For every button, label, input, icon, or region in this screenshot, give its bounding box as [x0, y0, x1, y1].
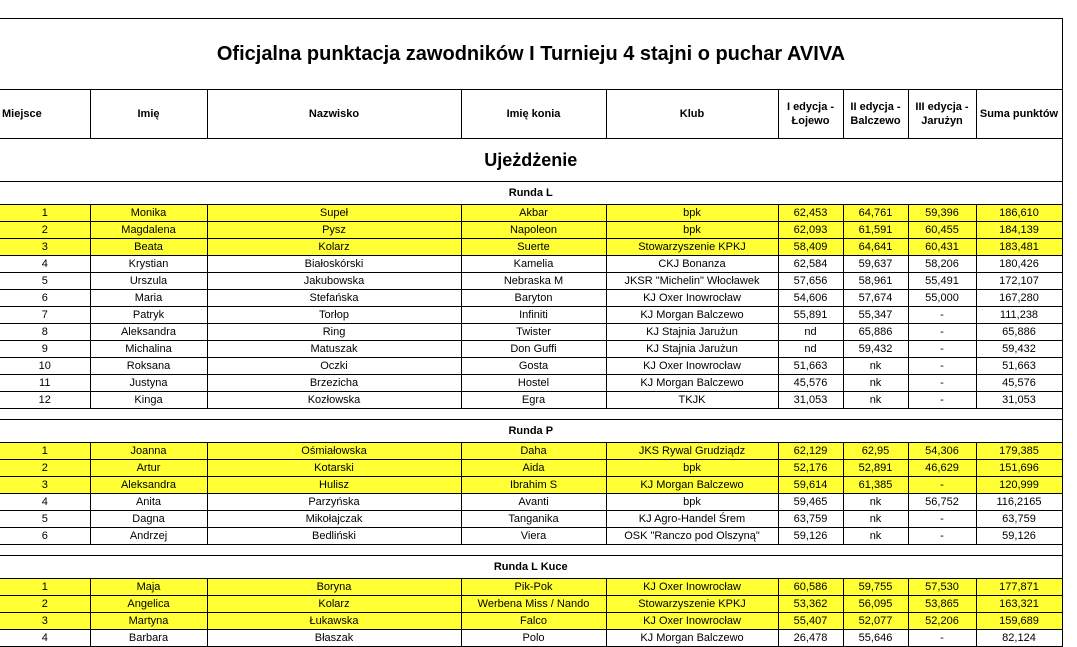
edition-1-cell: 55,407: [778, 613, 843, 630]
section-row: [0, 139, 1062, 182]
horse-cell: Egra: [461, 392, 606, 409]
round-header-row: [0, 182, 1062, 205]
last-name-cell: Ring: [207, 324, 461, 341]
round-title: Runda L: [0, 182, 1062, 205]
edition-2-cell: 55,646: [843, 630, 908, 647]
table-row: [0, 392, 1062, 409]
edition-1-cell: 51,663: [778, 358, 843, 375]
edition-3-cell: 54,306: [908, 443, 976, 460]
edition-1-cell: nd: [778, 324, 843, 341]
club-cell: Stowarzyszenie KPKJ: [606, 596, 778, 613]
horse-cell: Twister: [461, 324, 606, 341]
first-name-cell: Michalina: [90, 341, 207, 358]
last-name-cell: Parzyńska: [207, 494, 461, 511]
table-row: [0, 630, 1062, 647]
table-row: [0, 273, 1062, 290]
edition-2-cell: 64,761: [843, 205, 908, 222]
club-cell: OSK "Ranczo pod Olszyną": [606, 528, 778, 545]
table-row: [0, 358, 1062, 375]
sum-cell: 159,689: [976, 613, 1062, 630]
table-row: [0, 494, 1062, 511]
sum-cell: 151,696: [976, 460, 1062, 477]
edition-2-cell: 59,432: [843, 341, 908, 358]
round-header-row: [0, 556, 1062, 579]
edition-3-cell: 46,629: [908, 460, 976, 477]
score-sheet: [0, 18, 1063, 644]
place-cell: 3: [0, 477, 90, 494]
table-row: [0, 613, 1062, 630]
place-cell: 4: [0, 256, 90, 273]
edition-3-cell: 55,491: [908, 273, 976, 290]
table-row: [0, 443, 1062, 460]
edition-2-cell: 65,886: [843, 324, 908, 341]
round-title: Runda P: [0, 420, 1062, 443]
edition-2-cell: nk: [843, 392, 908, 409]
horse-cell: Ibrahim S: [461, 477, 606, 494]
edition-2-cell: 52,891: [843, 460, 908, 477]
last-name-cell: Ośmiałowska: [207, 443, 461, 460]
edition-2-cell: 59,637: [843, 256, 908, 273]
place-cell: 2: [0, 596, 90, 613]
table-row: [0, 324, 1062, 341]
first-name-cell: Barbara: [90, 630, 207, 647]
first-name-cell: Dagna: [90, 511, 207, 528]
sum-cell: 167,280: [976, 290, 1062, 307]
first-name-cell: Joanna: [90, 443, 207, 460]
club-cell: KJ Morgan Balczewo: [606, 630, 778, 647]
first-name-cell: Artur: [90, 460, 207, 477]
spacer-cell: [0, 409, 1062, 420]
first-name-cell: Anita: [90, 494, 207, 511]
horse-cell: Falco: [461, 613, 606, 630]
table-row: [0, 477, 1062, 494]
edition-2-cell: 59,755: [843, 579, 908, 596]
edition-1-cell: 53,362: [778, 596, 843, 613]
table-row: [0, 222, 1062, 239]
edition-1-cell: 63,759: [778, 511, 843, 528]
spacer-row: [0, 409, 1062, 420]
last-name-cell: Pysz: [207, 222, 461, 239]
place-cell: 6: [0, 528, 90, 545]
edition-1-cell: 52,176: [778, 460, 843, 477]
sum-cell: 82,124: [976, 630, 1062, 647]
edition-3-cell: 59,396: [908, 205, 976, 222]
table-row: [0, 528, 1062, 545]
place-cell: 12: [0, 392, 90, 409]
place-cell: 5: [0, 511, 90, 528]
edition-3-cell: 55,000: [908, 290, 976, 307]
place-cell: 5: [0, 273, 90, 290]
edition-2-cell: 52,077: [843, 613, 908, 630]
last-name-cell: Błaszak: [207, 630, 461, 647]
horse-cell: Hostel: [461, 375, 606, 392]
sum-cell: 65,886: [976, 324, 1062, 341]
round-header-row: [0, 420, 1062, 443]
table-row: [0, 596, 1062, 613]
horse-cell: Napoleon: [461, 222, 606, 239]
edition-2-cell: nk: [843, 358, 908, 375]
edition-1-cell: 45,576: [778, 375, 843, 392]
horse-cell: Avanti: [461, 494, 606, 511]
club-cell: KJ Morgan Balczewo: [606, 307, 778, 324]
sum-cell: 111,238: [976, 307, 1062, 324]
section-title: Ujeżdżenie: [0, 139, 1062, 182]
place-cell: 11: [0, 375, 90, 392]
place-cell: 1: [0, 579, 90, 596]
last-name-cell: Bedliński: [207, 528, 461, 545]
edition-3-cell: 52,206: [908, 613, 976, 630]
horse-cell: Suerte: [461, 239, 606, 256]
first-name-cell: Maria: [90, 290, 207, 307]
horse-cell: Kamelia: [461, 256, 606, 273]
header-horse: Imię konia: [461, 90, 606, 139]
sum-cell: 63,759: [976, 511, 1062, 528]
sum-cell: 177,871: [976, 579, 1062, 596]
header-club: Klub: [606, 90, 778, 139]
sum-cell: 180,426: [976, 256, 1062, 273]
edition-3-cell: -: [908, 324, 976, 341]
club-cell: KJ Stajnia Jarużun: [606, 324, 778, 341]
edition-2-cell: 58,961: [843, 273, 908, 290]
edition-3-cell: -: [908, 528, 976, 545]
sum-cell: 45,576: [976, 375, 1062, 392]
sum-cell: 51,663: [976, 358, 1062, 375]
page-title: Oficjalna punktacja zawodników I Turnieju 4 stajni o puchar AVIVA: [0, 19, 1062, 90]
edition-3-cell: -: [908, 341, 976, 358]
horse-cell: Tanganika: [461, 511, 606, 528]
horse-cell: Nebraska M: [461, 273, 606, 290]
edition-1-cell: nd: [778, 341, 843, 358]
results-body: [0, 90, 1062, 647]
header-row: [0, 90, 1062, 139]
place-cell: 10: [0, 358, 90, 375]
first-name-cell: Maja: [90, 579, 207, 596]
horse-cell: Aida: [461, 460, 606, 477]
place-cell: 1: [0, 205, 90, 222]
first-name-cell: Martyna: [90, 613, 207, 630]
edition-2-cell: nk: [843, 494, 908, 511]
edition-3-cell: 60,431: [908, 239, 976, 256]
place-cell: 3: [0, 613, 90, 630]
last-name-cell: Boryna: [207, 579, 461, 596]
edition-1-cell: 62,093: [778, 222, 843, 239]
place-cell: 4: [0, 630, 90, 647]
table-row: [0, 256, 1062, 273]
edition-3-cell: -: [908, 392, 976, 409]
sum-cell: 59,432: [976, 341, 1062, 358]
sum-cell: 31,053: [976, 392, 1062, 409]
place-cell: 2: [0, 222, 90, 239]
place-cell: 1: [0, 443, 90, 460]
club-cell: TKJK: [606, 392, 778, 409]
club-cell: Stowarzyszenie KPKJ: [606, 239, 778, 256]
first-name-cell: Kinga: [90, 392, 207, 409]
edition-2-cell: nk: [843, 375, 908, 392]
first-name-cell: Aleksandra: [90, 477, 207, 494]
horse-cell: Daha: [461, 443, 606, 460]
last-name-cell: Łukawska: [207, 613, 461, 630]
edition-2-cell: 62,95: [843, 443, 908, 460]
edition-2-cell: 64,641: [843, 239, 908, 256]
last-name-cell: Kotarski: [207, 460, 461, 477]
horse-cell: Viera: [461, 528, 606, 545]
club-cell: KJ Stajnia Jarużun: [606, 341, 778, 358]
last-name-cell: Supeł: [207, 205, 461, 222]
edition-1-cell: 62,584: [778, 256, 843, 273]
edition-3-cell: -: [908, 307, 976, 324]
edition-3-cell: 56,752: [908, 494, 976, 511]
club-cell: JKSR "Michelin" Włocławek: [606, 273, 778, 290]
edition-2-cell: nk: [843, 511, 908, 528]
table-row: [0, 579, 1062, 596]
header-edition-2: II edycja - Balczewo: [843, 90, 908, 139]
spacer-cell: [0, 545, 1062, 556]
edition-1-cell: 26,478: [778, 630, 843, 647]
place-cell: 7: [0, 307, 90, 324]
last-name-cell: Hulisz: [207, 477, 461, 494]
edition-1-cell: 59,465: [778, 494, 843, 511]
sum-cell: 179,385: [976, 443, 1062, 460]
horse-cell: Akbar: [461, 205, 606, 222]
place-cell: 4: [0, 494, 90, 511]
club-cell: bpk: [606, 205, 778, 222]
table-row: [0, 239, 1062, 256]
header-first-name: Imię: [90, 90, 207, 139]
horse-cell: Werbena Miss / Nando: [461, 596, 606, 613]
edition-1-cell: 54,606: [778, 290, 843, 307]
edition-1-cell: 31,053: [778, 392, 843, 409]
header-edition-1: I edycja - Łojewo: [778, 90, 843, 139]
horse-cell: Don Guffi: [461, 341, 606, 358]
header-place: Miejsce: [0, 90, 90, 139]
last-name-cell: Brzezicha: [207, 375, 461, 392]
first-name-cell: Roksana: [90, 358, 207, 375]
edition-1-cell: 60,586: [778, 579, 843, 596]
sum-cell: 163,321: [976, 596, 1062, 613]
round-title: Runda L Kuce: [0, 556, 1062, 579]
edition-2-cell: 56,095: [843, 596, 908, 613]
header-last-name: Nazwisko: [207, 90, 461, 139]
table-row: [0, 290, 1062, 307]
place-cell: 9: [0, 341, 90, 358]
club-cell: KJ Oxer Inowrocław: [606, 290, 778, 307]
edition-1-cell: 58,409: [778, 239, 843, 256]
last-name-cell: Oczki: [207, 358, 461, 375]
results-table: [0, 89, 1063, 647]
table-row: [0, 341, 1062, 358]
first-name-cell: Aleksandra: [90, 324, 207, 341]
edition-3-cell: -: [908, 511, 976, 528]
last-name-cell: Mikołajczak: [207, 511, 461, 528]
horse-cell: Infiniti: [461, 307, 606, 324]
table-row: [0, 511, 1062, 528]
edition-1-cell: 62,129: [778, 443, 843, 460]
edition-2-cell: 57,674: [843, 290, 908, 307]
edition-3-cell: 58,206: [908, 256, 976, 273]
sum-cell: 172,107: [976, 273, 1062, 290]
sum-cell: 116,2165: [976, 494, 1062, 511]
edition-3-cell: 60,455: [908, 222, 976, 239]
club-cell: bpk: [606, 460, 778, 477]
first-name-cell: Krystian: [90, 256, 207, 273]
edition-2-cell: 55,347: [843, 307, 908, 324]
edition-3-cell: 53,865: [908, 596, 976, 613]
sum-cell: 184,139: [976, 222, 1062, 239]
last-name-cell: Kozłowska: [207, 392, 461, 409]
edition-1-cell: 62,453: [778, 205, 843, 222]
edition-1-cell: 57,656: [778, 273, 843, 290]
horse-cell: Baryton: [461, 290, 606, 307]
last-name-cell: Białoskórski: [207, 256, 461, 273]
table-row: [0, 307, 1062, 324]
last-name-cell: Jakubowska: [207, 273, 461, 290]
club-cell: KJ Morgan Balczewo: [606, 375, 778, 392]
edition-3-cell: -: [908, 477, 976, 494]
last-name-cell: Matuszak: [207, 341, 461, 358]
edition-1-cell: 59,126: [778, 528, 843, 545]
edition-1-cell: 59,614: [778, 477, 843, 494]
first-name-cell: Patryk: [90, 307, 207, 324]
edition-2-cell: 61,591: [843, 222, 908, 239]
club-cell: KJ Morgan Balczewo: [606, 477, 778, 494]
place-cell: 2: [0, 460, 90, 477]
edition-3-cell: -: [908, 630, 976, 647]
club-cell: JKS Rywal Grudziądz: [606, 443, 778, 460]
last-name-cell: Kolarz: [207, 239, 461, 256]
horse-cell: Pik-Pok: [461, 579, 606, 596]
edition-2-cell: 61,385: [843, 477, 908, 494]
last-name-cell: Stefańska: [207, 290, 461, 307]
edition-3-cell: -: [908, 375, 976, 392]
first-name-cell: Beata: [90, 239, 207, 256]
table-row: [0, 375, 1062, 392]
edition-3-cell: -: [908, 358, 976, 375]
table-row: [0, 205, 1062, 222]
sum-cell: 120,999: [976, 477, 1062, 494]
club-cell: KJ Oxer Inowrocław: [606, 613, 778, 630]
sum-cell: 183,481: [976, 239, 1062, 256]
sum-cell: 59,126: [976, 528, 1062, 545]
place-cell: 6: [0, 290, 90, 307]
first-name-cell: Magdalena: [90, 222, 207, 239]
club-cell: KJ Oxer Inowrocław: [606, 579, 778, 596]
first-name-cell: Urszula: [90, 273, 207, 290]
header-edition-3: III edycja - Jarużyn: [908, 90, 976, 139]
first-name-cell: Angelica: [90, 596, 207, 613]
club-cell: bpk: [606, 494, 778, 511]
place-cell: 8: [0, 324, 90, 341]
horse-cell: Polo: [461, 630, 606, 647]
club-cell: KJ Agro-Handel Śrem: [606, 511, 778, 528]
first-name-cell: Andrzej: [90, 528, 207, 545]
club-cell: KJ Oxer Inowrocław: [606, 358, 778, 375]
edition-3-cell: 57,530: [908, 579, 976, 596]
first-name-cell: Monika: [90, 205, 207, 222]
last-name-cell: Torłop: [207, 307, 461, 324]
horse-cell: Gosta: [461, 358, 606, 375]
sum-cell: 186,610: [976, 205, 1062, 222]
edition-1-cell: 55,891: [778, 307, 843, 324]
header-sum: Suma punktów: [976, 90, 1062, 139]
edition-2-cell: nk: [843, 528, 908, 545]
table-row: [0, 460, 1062, 477]
club-cell: bpk: [606, 222, 778, 239]
last-name-cell: Kolarz: [207, 596, 461, 613]
place-cell: 3: [0, 239, 90, 256]
club-cell: CKJ Bonanza: [606, 256, 778, 273]
first-name-cell: Justyna: [90, 375, 207, 392]
spacer-row: [0, 545, 1062, 556]
